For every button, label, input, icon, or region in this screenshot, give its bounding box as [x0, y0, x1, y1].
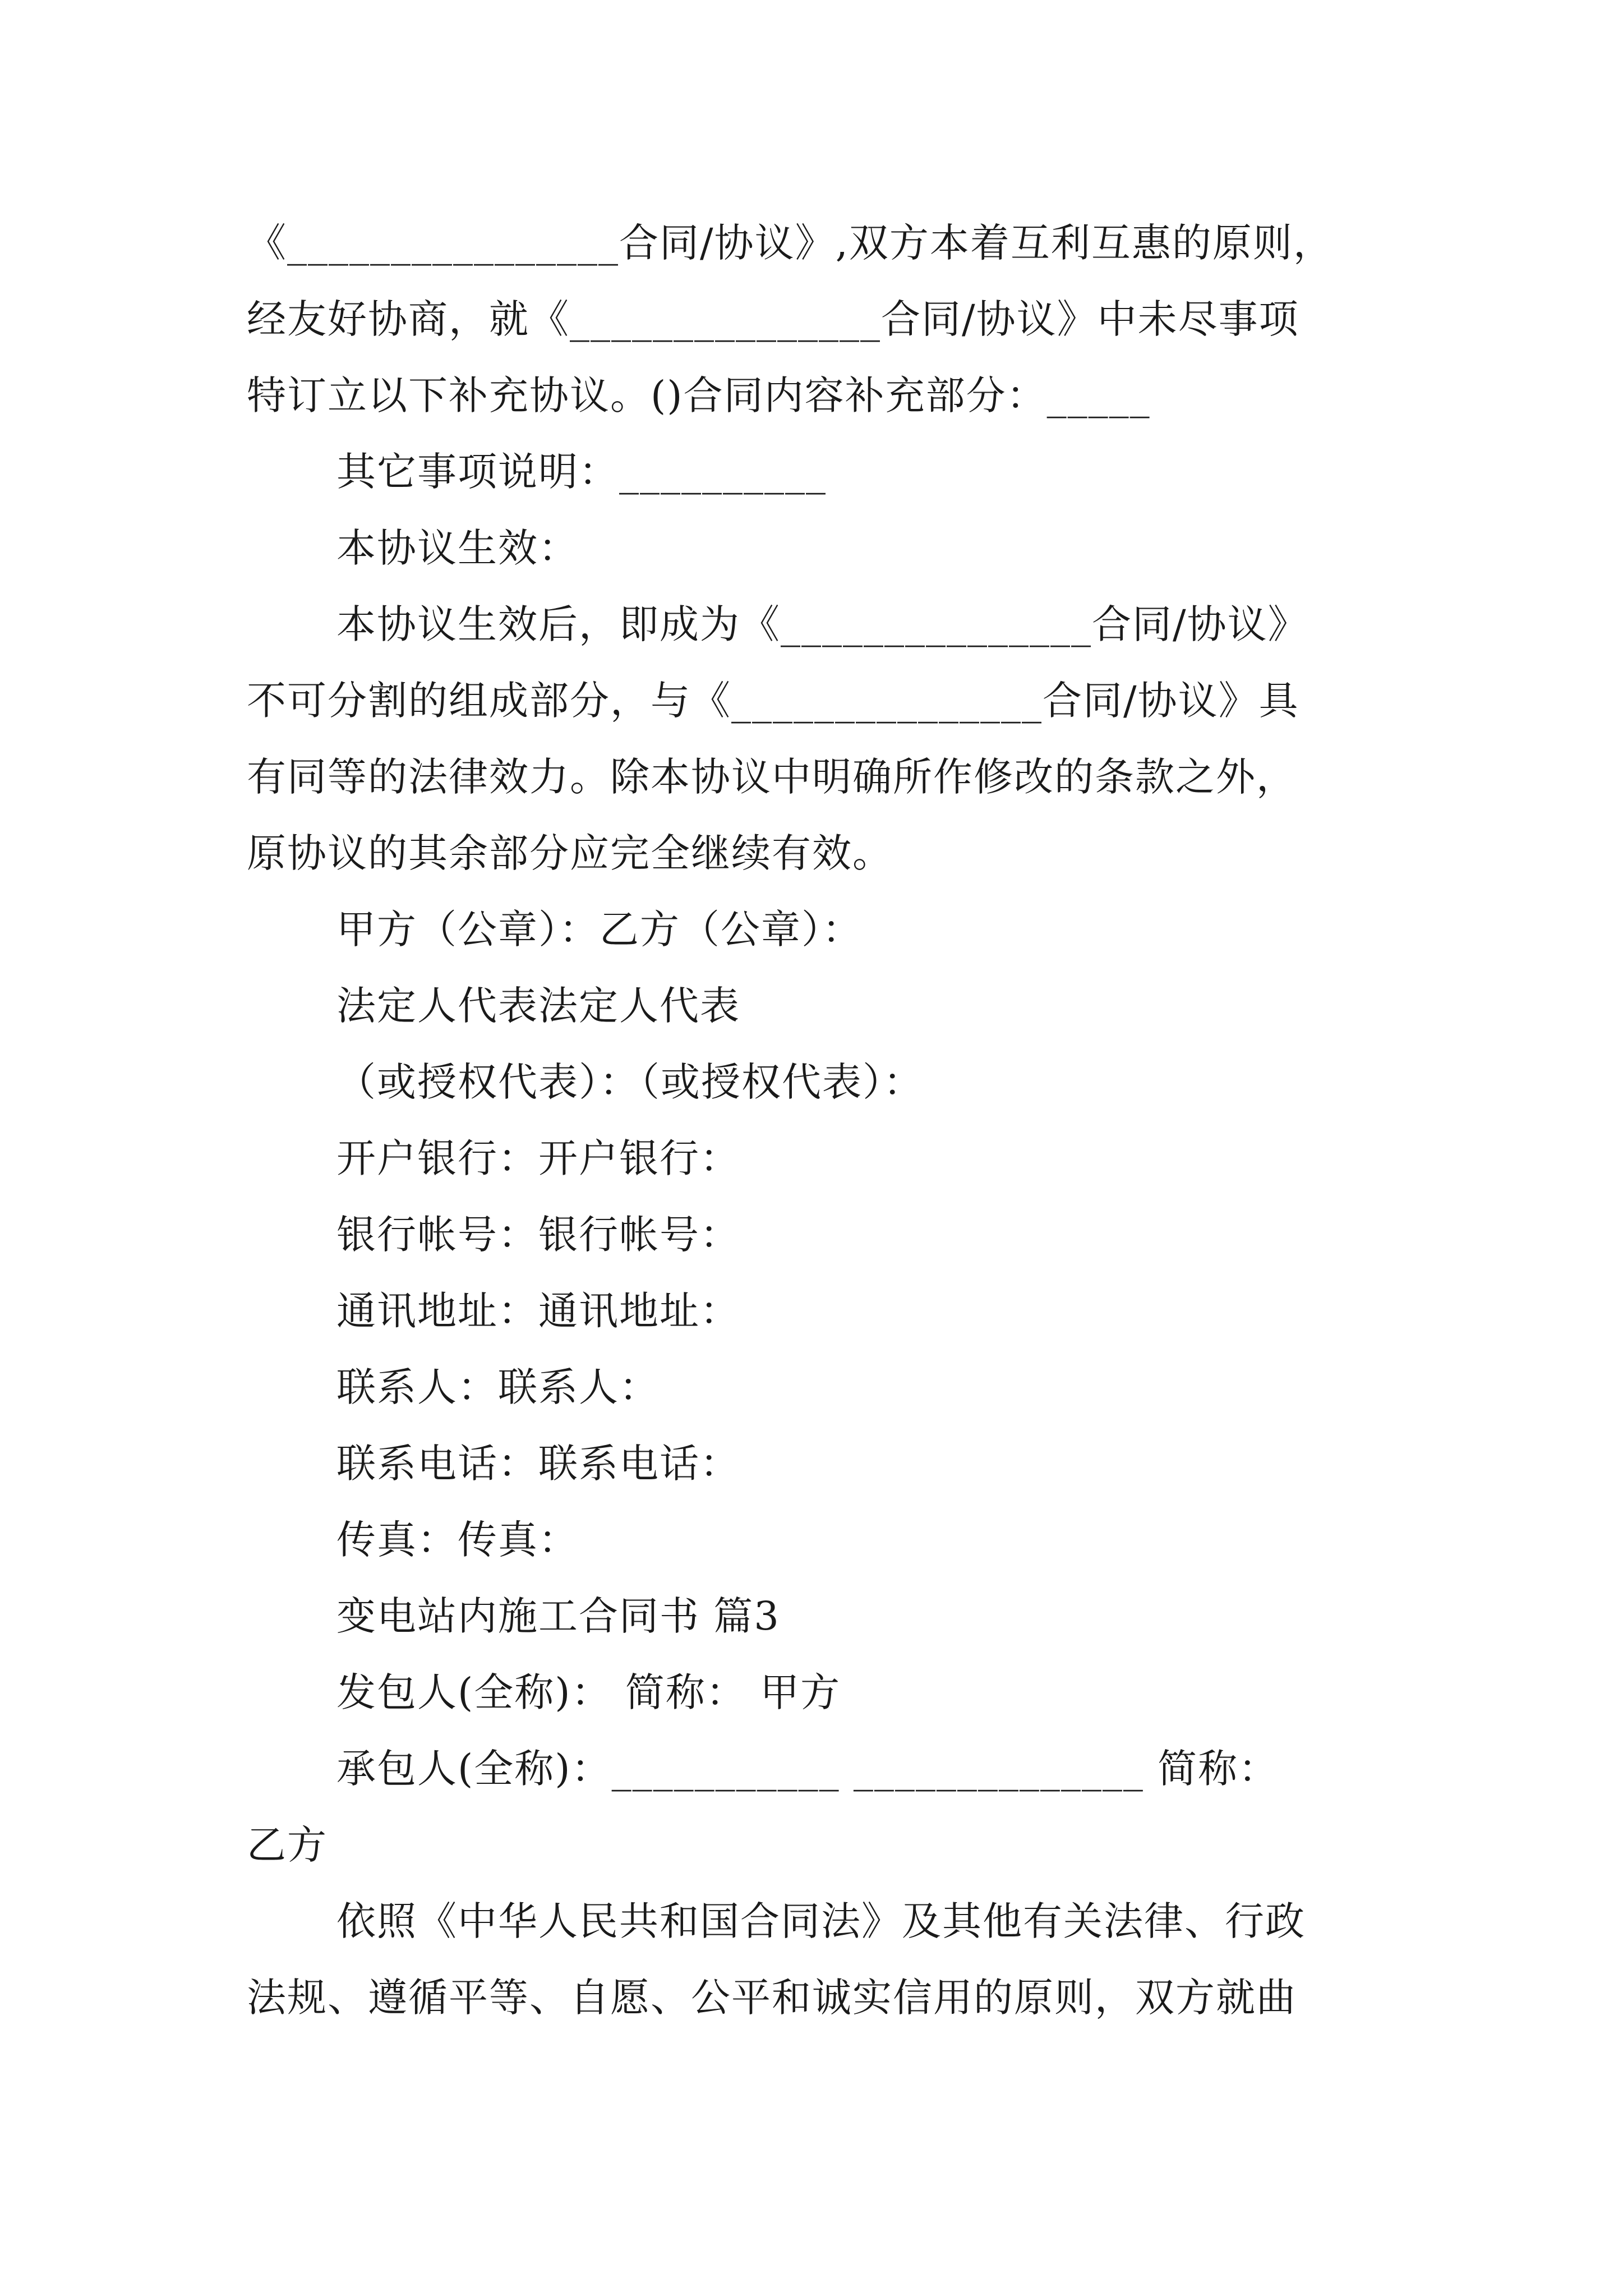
text-line: 联系人：联系人：	[336, 1364, 660, 1410]
text-line: 经友好协商，就《_______________合同/协议》中未尽事项	[247, 296, 1299, 342]
text-line: 不可分割的组成部分，与《_______________合同/协议》具	[247, 678, 1299, 724]
text-line: 本协议生效后，即成为《_______________合同/协议》	[336, 601, 1308, 647]
text-line: 法定人代表法定人代表	[336, 983, 740, 1029]
text-line: 通讯地址：通讯地址：	[336, 1288, 740, 1334]
text-line: 银行帐号：银行帐号：	[336, 1212, 740, 1258]
text-line: 法规、遵循平等、自愿、公平和诚实信用的原则，双方就曲	[247, 1975, 1297, 2021]
section-heading: 变电站内施工合同书 篇3	[336, 1593, 780, 1639]
text-line: 传真：传真：	[336, 1517, 579, 1563]
text-line: 发包人(全称)： 简称： 甲方	[336, 1669, 841, 1715]
text-line: 《________________合同/协议》,双方本着互利互惠的原则，	[247, 220, 1334, 266]
text-line: （或授权代表）：（或授权代表）：	[336, 1059, 924, 1105]
text-line: 有同等的法律效力。除本协议中明确所作修改的条款之外，	[247, 754, 1297, 800]
text-line: 特订立以下补充协议。()合同内容补充部分：_____	[247, 372, 1151, 418]
text-line: 依照《中华人民共和国合同法》及其他有关法律、行政	[336, 1898, 1306, 1944]
text-line: 承包人(全称)：___________ ______________ 简称：	[336, 1746, 1279, 1792]
text-line: 原协议的其余部分应完全继续有效。	[247, 830, 893, 876]
text-line: 甲方（公章）：乙方（公章）：	[336, 907, 863, 953]
text-line: 本协议生效：	[336, 525, 579, 571]
text-line: 联系电话：联系电话：	[336, 1441, 740, 1487]
text-line: 其它事项说明：__________	[336, 449, 827, 495]
text-line: 开户银行：开户银行：	[336, 1135, 740, 1181]
text-line: 乙方	[247, 1822, 328, 1868]
